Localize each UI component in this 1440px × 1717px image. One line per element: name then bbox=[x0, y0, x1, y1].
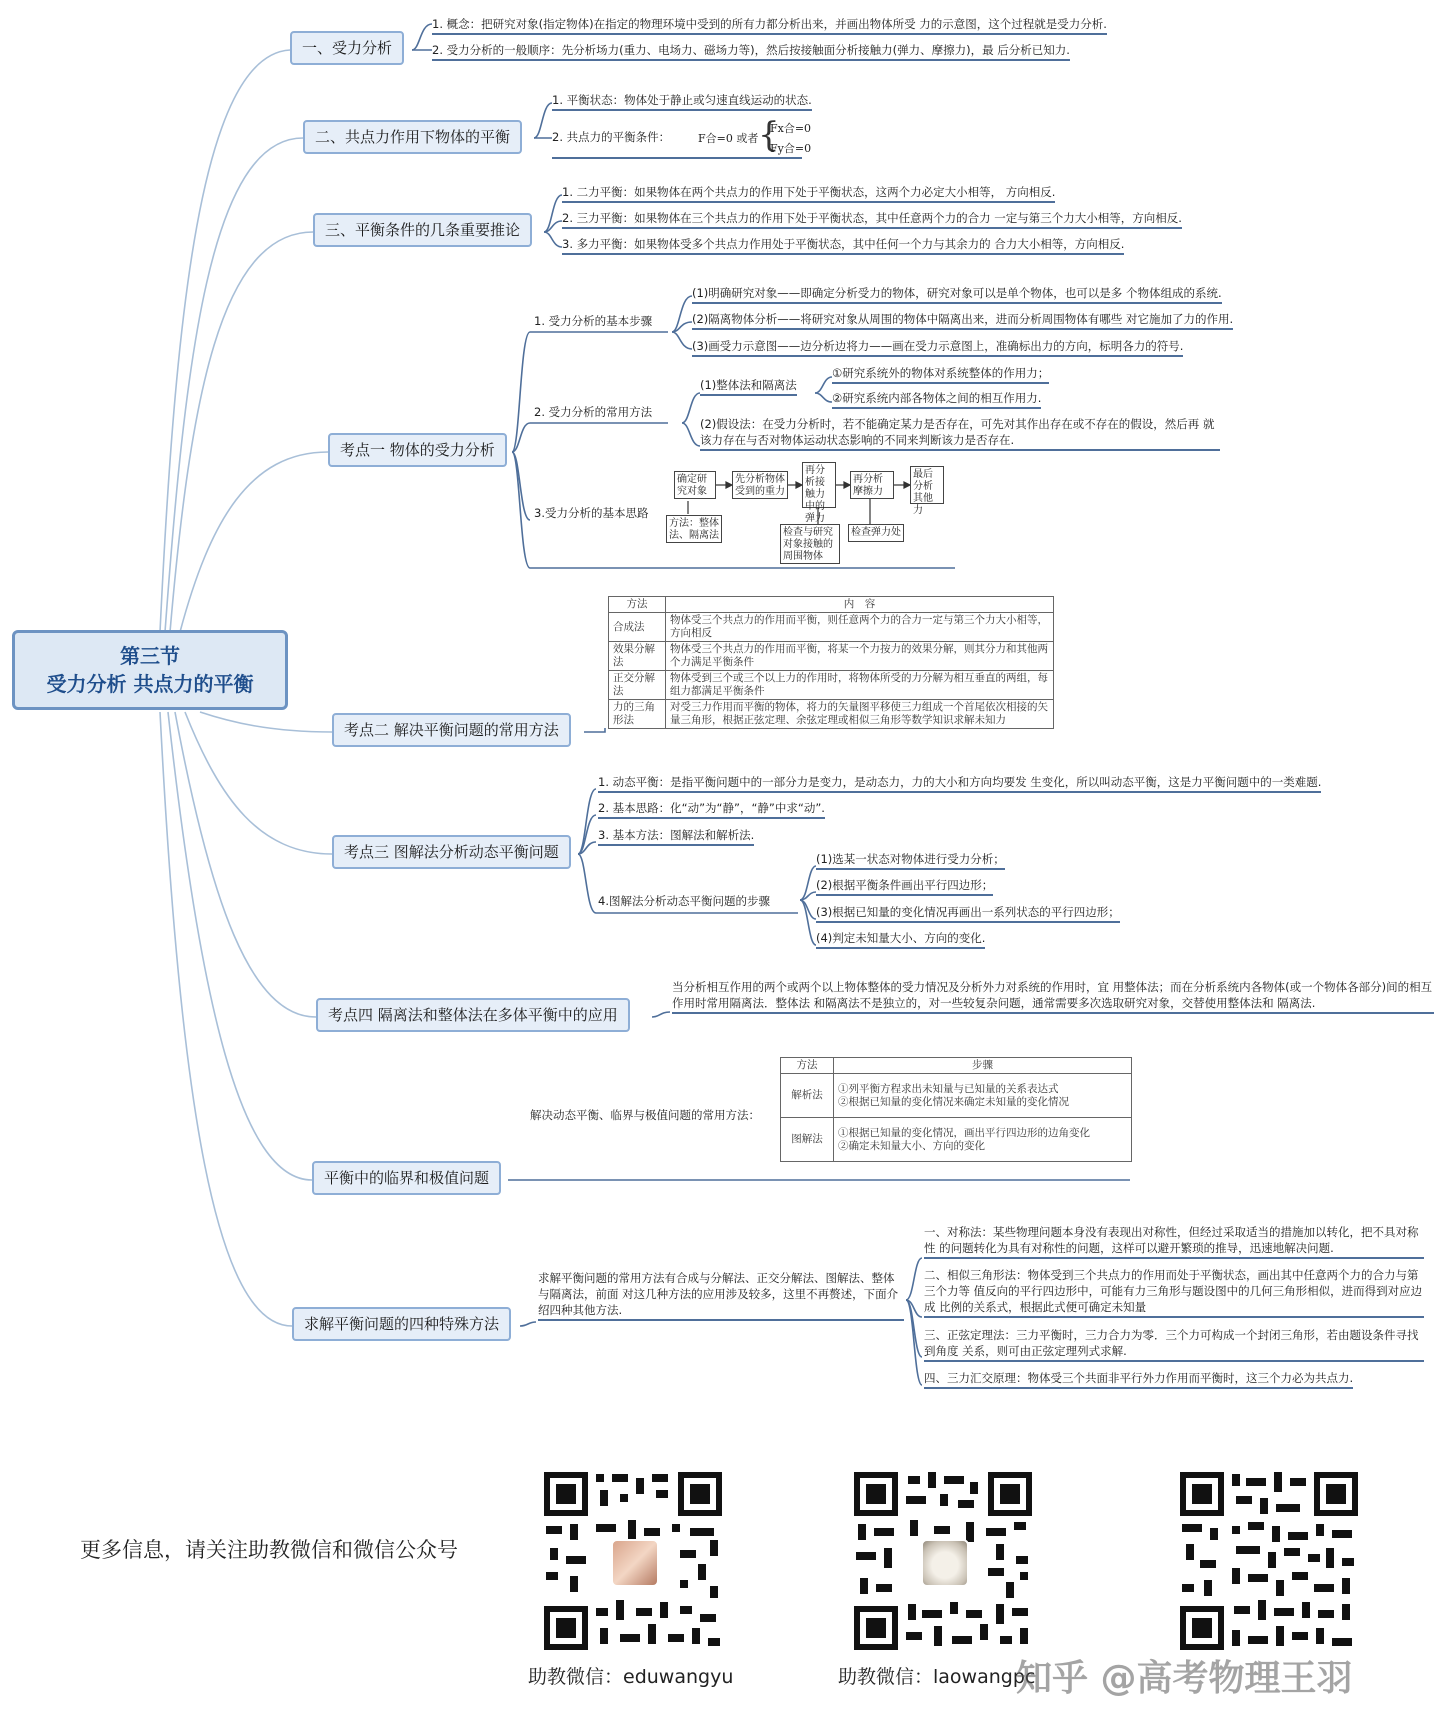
table-row bbox=[609, 642, 1054, 671]
formula-net-force: F合=0 或者 bbox=[698, 132, 759, 145]
flow-note-method: 方法：整体法、隔离法 bbox=[666, 515, 722, 543]
flow-step-1: 确定研究对象 bbox=[674, 471, 716, 499]
table-cell: ①列平衡方程求出未知量与已知量的关系表达式 ②根据已知量的变化情况来确定未知量的变化情况 bbox=[834, 1074, 1132, 1118]
leaf-three-force: 2. 三力平衡：如果物体在三个共点力的作用下处于平衡状态，其中任意两个力的合力 一定与第三个力大小相等，方向相反. bbox=[562, 210, 1182, 229]
table-cell: 图解法 bbox=[781, 1118, 834, 1162]
leaf-graph-step3: (3)根据已知量的变化情况再画出一系列状态的平行四边形； bbox=[816, 904, 1120, 923]
methods-table bbox=[608, 596, 1054, 729]
leaf-whole-isolation-method: (1)整体法和隔离法 bbox=[700, 377, 797, 396]
sub-common-methods[interactable]: 2. 受力分析的常用方法 bbox=[534, 405, 653, 419]
leaf-basic-idea: 2. 基本思路：化“动”为“静”，“静”中求“动”. bbox=[598, 800, 825, 819]
leaf-external-force: ①研究系统外的物体对系统整体的作用力； bbox=[832, 365, 1049, 384]
branch-point4-isolation-whole[interactable]: 考点四 隔离法和整体法在多体平衡中的应用 bbox=[316, 998, 630, 1032]
watermark-zhihu: 知乎 @高考物理王羽 bbox=[1016, 1658, 1353, 1699]
leaf-graph-step4: (4)判定未知量大小、方向的变化. bbox=[816, 930, 985, 949]
sub-basic-approach[interactable]: 3.受力分析的基本思路 bbox=[534, 506, 649, 520]
flow-note-check-contacts: 检查与研究对象接触的周围物体 bbox=[780, 524, 840, 564]
table-row bbox=[609, 613, 1054, 642]
formula-fy: Fy合=0 bbox=[770, 142, 812, 155]
table-cell: 物体受三个共点力的作用而平衡，将某一个力按力的效果分解，则其分力和其他两个力满足平衡条件 bbox=[666, 642, 1054, 671]
branch-concurrent-force-equilibrium[interactable]: 二、共点力作用下物体的平衡 bbox=[303, 120, 522, 154]
flow-note-check-elastic: 检查弹力处 bbox=[848, 524, 904, 542]
leaf-equilibrium-state: 1. 平衡状态：物体处于静止或匀速直线运动的状态. bbox=[552, 92, 812, 111]
avatar-2 bbox=[921, 1539, 969, 1587]
formula-underline bbox=[552, 157, 802, 159]
leaf-concept: 1. 概念：把研究对象(指定物体)在指定的物理环境中受到的所有力都分析出来，并画出物体所受 力的示意图，这个过程就是受力分析. bbox=[432, 16, 1107, 35]
leaf-sine-theorem-method: 三、正弦定理法：三力平衡时，三力合力为零．三个力可构成一个封闭三角形，若由题设条件寻找到角度 关系，则可由正弦定理列式求解. bbox=[924, 1327, 1424, 1362]
critical-table-header-method: 方法 bbox=[781, 1058, 834, 1074]
leaf-isolation-whole-desc: 当分析相互作用的两个或两个以上物体整体的受力情况及分析外力对系统的作用时，宜 用整体法；而在分析系统内各物体(或一个物体各部分)间的相互作用时常用隔离法．整体法 和隔离法不是独立的，对一些较复杂问题，通常需要多次选取研究对象，交替使用整体法和 隔离法. bbox=[672, 979, 1434, 1014]
methods-table-header-method: 方法 bbox=[609, 597, 666, 613]
flow-step-4: 再分析摩擦力 bbox=[850, 471, 894, 499]
leaf-graph-step1: (1)选某一状态对物体进行受力分析； bbox=[816, 851, 1005, 870]
sub-graphical-steps[interactable]: 4.图解法分析动态平衡问题的步骤 bbox=[598, 894, 770, 908]
critical-intro: 解决动态平衡、临界与极值问题的常用方法： bbox=[530, 1108, 760, 1122]
table-row bbox=[781, 1074, 1132, 1118]
flow-step-5: 最后分析其他力 bbox=[910, 466, 944, 504]
leaf-symmetry-method: 一、对称法：某些物理问题本身没有表现出对称性，但经过采取适当的措施加以转化，把不具对称性 的问题转化为具有对称性的问题，这样可以避开繁琐的推导，迅速地解决问题. bbox=[924, 1224, 1424, 1259]
footer-follow-text: 更多信息，请关注助教微信和微信公众号 bbox=[80, 1538, 458, 1562]
critical-methods-table bbox=[780, 1057, 1132, 1162]
flow-step-3: 再分析接触力中的弹力 bbox=[802, 462, 836, 508]
leaf-equilibrium-condition: 2. 共点力的平衡条件： bbox=[552, 130, 671, 144]
table-cell: 力的三角形法 bbox=[609, 700, 666, 729]
formula-brace: { bbox=[758, 115, 780, 155]
sub-basic-steps[interactable]: 1. 受力分析的基本步骤 bbox=[534, 314, 653, 328]
methods-table-header-content: 内 容 bbox=[666, 597, 1054, 613]
root-node[interactable] bbox=[12, 630, 288, 710]
branch-force-analysis[interactable]: 一、受力分析 bbox=[290, 31, 404, 65]
table-cell: 物体受三个共点力的作用而平衡，则任意两个力的合力一定与第三个力大小相等，方向相反 bbox=[666, 613, 1054, 642]
table-cell: 合成法 bbox=[609, 613, 666, 642]
table-cell: 效果分解法 bbox=[609, 642, 666, 671]
root-title-line2: 受力分析 共点力的平衡 bbox=[46, 672, 254, 696]
qr-label-2: 助教微信：laowangpc bbox=[838, 1666, 1036, 1688]
leaf-step3: (3)画受力示意图——边分析边将力——画在受力示意图上，准确标出力的方向，标明各力的符号. bbox=[692, 338, 1183, 357]
table-row bbox=[781, 1118, 1132, 1162]
formula-fx: Fx合=0 bbox=[770, 122, 812, 135]
table-cell: 解析法 bbox=[781, 1074, 834, 1118]
table-cell: ①根据已知量的变化情况，画出平行四边形的边角变化 ②确定未知量大小、方向的变化 bbox=[834, 1118, 1132, 1162]
branch-point3-graphical-method[interactable]: 考点三 图解法分析动态平衡问题 bbox=[332, 835, 571, 869]
leaf-step2: (2)隔离物体分析——将研究对象从周围的物体中隔离出来，进而分析周围物体有哪些 对它施加了力的作用. bbox=[692, 311, 1233, 330]
branch-equilibrium-corollaries[interactable]: 三、平衡条件的几条重要推论 bbox=[313, 213, 532, 247]
branch-point2-common-methods[interactable]: 考点二 解决平衡问题的常用方法 bbox=[332, 713, 571, 747]
leaf-internal-force: ②研究系统内部各物体之间的相互作用力. bbox=[832, 390, 1041, 409]
branch-point1-force-analysis[interactable]: 考点一 物体的受力分析 bbox=[328, 433, 507, 467]
table-cell: 正交分解法 bbox=[609, 671, 666, 700]
leaf-graph-step2: (2)根据平衡条件画出平行四边形； bbox=[816, 877, 993, 896]
qr-code-3[interactable] bbox=[1176, 1468, 1362, 1654]
leaf-dynamic-equilibrium: 1. 动态平衡：是指平衡问题中的一部分力是变力，是动态力，力的大小和方向均要发 生变化，所以叫动态平衡，这是力平衡问题中的一类难题. bbox=[598, 774, 1321, 793]
special-methods-intro: 求解平衡问题的常用方法有合成与分解法、正交分解法、图解法、整体与隔离法，前面 对这几种方法的应用涉及较多，这里不再赘述，下面介绍四种其他方法. bbox=[538, 1270, 904, 1321]
branch-critical-extreme[interactable]: 平衡中的临界和极值问题 bbox=[312, 1161, 501, 1195]
table-row bbox=[609, 671, 1054, 700]
leaf-assumption-method: (2)假设法：在受力分析时，若不能确定某力是否存在，可先对其作出存在或不存在的假设，然后再 就该力存在与否对物体运动状态影响的不同来判断该力是否存在. bbox=[700, 416, 1220, 451]
leaf-multi-force: 3. 多力平衡：如果物体受多个共点力作用处于平衡状态，其中任何一个力与其余力的 合力大小相等，方向相反. bbox=[562, 236, 1124, 255]
branch-four-special-methods[interactable]: 求解平衡问题的四种特殊方法 bbox=[292, 1307, 511, 1341]
leaf-similar-triangle-method: 二、相似三角形法：物体受到三个共点力的作用而处于平衡状态，画出其中任意两个力的合力与第三个力等 值反向的平行四边形中，可能有力三角形与题设图中的几何三角形相似，进而得到对应边成 比例的关系式，根据此式便可确定未知量 bbox=[924, 1267, 1424, 1318]
leaf-three-force-concurrent: 四、三力汇交原理：物体受三个共面非平行外力作用而平衡时，这三个力必为共点力. bbox=[924, 1370, 1353, 1389]
leaf-two-force: 1. 二力平衡：如果物体在两个共点力的作用下处于平衡状态，这两个力必定大小相等， 方向相反. bbox=[562, 184, 1055, 203]
table-cell: 物体受到三个或三个以上力的作用时，将物体所受的力分解为相互垂直的两组，每组力都满足平衡条件 bbox=[666, 671, 1054, 700]
table-cell: 对受三力作用而平衡的物体，将力的矢量图平移使三力组成一个首尾依次相接的矢量三角形，根据正弦定理、余弦定理或相似三角形等数学知识求解未知力 bbox=[666, 700, 1054, 729]
leaf-basic-method: 3. 基本方法：图解法和解析法. bbox=[598, 827, 754, 846]
flow-step-2: 先分析物体受到的重力 bbox=[732, 471, 788, 499]
leaf-step1: (1)明确研究对象——即确定分析受力的物体，研究对象可以是单个物体，也可以是多 个物体组成的系统. bbox=[692, 285, 1222, 304]
root-title-line1: 第三节 bbox=[120, 644, 180, 668]
critical-table-header-steps: 步骤 bbox=[834, 1058, 1132, 1074]
table-row bbox=[609, 700, 1054, 729]
qr-label-1: 助教微信：eduwangyu bbox=[528, 1666, 734, 1688]
leaf-analysis-order: 2. 受力分析的一般顺序：先分析场力(重力、电场力、磁场力等)，然后按接触面分析接触力(弹力、摩擦力)，最 后分析已知力. bbox=[432, 42, 1070, 61]
qr-pattern-3 bbox=[1176, 1468, 1362, 1654]
avatar-1 bbox=[611, 1539, 659, 1587]
